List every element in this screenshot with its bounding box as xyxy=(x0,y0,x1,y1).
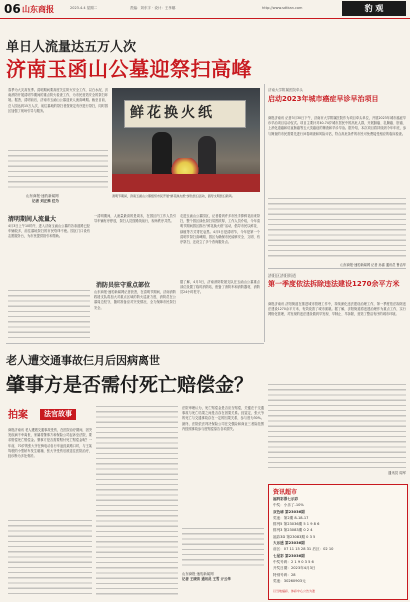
story1-body-col3: 走进玉函山公墓园区，记者看到许多市民手捧鲜花前来祭扫，整个园区绿色祭扫氛围浓厚，工作人员介绍，今年清明节期间园区推出“鲜花换火纸”活动，倡导市民以鲜花、绿植等方式寄托哀思。4月5日是清明节，今年是第一个清明节祭扫高峰期，园区为确保市民能够安全、文明、有序祭扫，还设立了多个咨询服务点。 xyxy=(180,214,260,245)
story2-byline: 山东商报·速豹新闻网 记者 孙嘉 通讯员 鲁洁华 xyxy=(340,263,406,267)
lottery-item: 中奖号码：2 1 9 0 3 5 6 xyxy=(273,559,314,564)
story1-body-col2: 一清明期间，人流量最高的是周末，在园区内工作人员引导车辆有序停放，祭扫人员按路线前行，现场秩序井然。 xyxy=(94,214,176,224)
lottery-item: 奖池：第2期 8-18-17 xyxy=(273,515,309,520)
lottery-item: 开奖日期：2023年4月3日 xyxy=(273,566,316,571)
story1-body-col1: 4月3日上午10时许，进入济南玉函山公墓的各条道路已经车辆较多，前往墓地祭扫的市民络绎不绝。园区门口设有志愿服务台，为市民提供指引和帮助。 xyxy=(8,224,90,239)
story4-byline-line1: 山东商报·速豹新闻网 xyxy=(182,572,214,576)
story1-kicker: 单日人流量达五万人次 xyxy=(6,40,137,55)
lottery-title: 资讯超市 xyxy=(273,489,298,496)
byline-line2: 记者 刘正维 任为 xyxy=(32,199,59,203)
site-url[interactable]: http://www.sdtkan.com xyxy=(262,6,303,10)
story1-lead-lines xyxy=(8,150,108,190)
story1-lead: 春季为大灾高发季。清明期间要高度关注防火安全工作，以白水泥，济南消防开展清明节期间的重点防火检查工作，为市民营造安全的祭扫环境。据悉，清明前后，济南市玉函山公墓迎来人流高峰期。截至目前，总入园达到15万人次，前往墓地的祭扫者按规定有序进行祭扫，同时园区加强了现场引导与服务。 xyxy=(8,88,108,113)
story4-body-col1-lines xyxy=(8,520,92,596)
lottery-item: 双色球 第23036期 xyxy=(273,509,305,514)
column-divider xyxy=(264,84,265,342)
story4-byline-line2: 记者 王晓苗 通讯员 王雪 亓云华 xyxy=(182,577,231,581)
story4-top-rule xyxy=(6,343,264,344)
lottery-item: 前区：07 11 15 28 31 后区：02 10 xyxy=(273,547,334,552)
lottery-item: 福利彩票七乐彩 xyxy=(273,497,299,501)
story4-byline xyxy=(182,572,231,582)
byline-line1: 山东商报·速豹新闻网 xyxy=(26,194,59,198)
lottery-box xyxy=(268,484,408,600)
story3-byline: 通讯员 周军 xyxy=(387,471,406,475)
story1-byline xyxy=(26,194,59,204)
paper-name: 山东商报 xyxy=(22,5,54,14)
story2-meta: 济南大学附属医院牵头 xyxy=(268,88,303,92)
lottery-list xyxy=(273,496,403,584)
lottery-item: 排列3 第23083期 0 2 4 xyxy=(273,528,313,533)
lottery-item: 中奖：小乐了-10% xyxy=(273,503,304,508)
story3-body-lines xyxy=(268,384,406,468)
story1-body-col3b: 据了解，4月3日，济南消防救援支队在玉函山公墓重点部位设置了临时消防站，配备了消防车和消防器材，消防员24小时驻守。 xyxy=(180,280,260,295)
column-logo xyxy=(8,406,92,424)
lottery-item: 七星彩 第23036期 xyxy=(273,553,305,558)
story2-body-lines xyxy=(268,198,406,258)
story2-body: 商报济南讯 记者3月30日下午，济南市大学附属医院作为项目牵头单位，开展2023年城市癌症早诊早治项目启动仪式。项目主要针对40-74岁城市居民中的高危人群，开展肺癌、乳腺癌、肝癌、上消化道癌和结直肠癌等五大类癌症的筛查和早诊早治。据介绍，本次项目将持续到今年年底，参与筛查的市民需要先进行问卷调查和风险评估，符合高危条件的市民可免费接受相应的临床检查。 xyxy=(268,116,406,136)
story1-photo-caption: 清明节期间，济南玉函山公墓组织市民开展"鲜花换火纸"绿色祭扫活动，倡导文明祭扫新风。 xyxy=(112,194,235,198)
story3-headline: 第一季度依法拆除违法建设1270余平方米 xyxy=(268,280,400,288)
photo-banner-text: 鲜花换火纸 xyxy=(130,105,215,121)
story1-subhead-1: 清明期间人流量大 xyxy=(8,216,57,223)
section-badge: 豹 观 xyxy=(342,1,406,16)
lottery-item: 奖池：30260903元 xyxy=(273,578,306,583)
lottery-item: 大乐透 第23036期 xyxy=(273,541,305,546)
story2-headline: 启动2023年城市癌症早诊早治项目 xyxy=(268,95,379,103)
masthead xyxy=(0,0,410,19)
column-logo-name: 法官故事 xyxy=(40,409,76,420)
date-line: 2023.4.4 星期二 xyxy=(70,6,98,10)
page-number: 06 xyxy=(4,2,21,16)
story1-subhead-2: 消防员驻守重点部位 xyxy=(96,282,151,289)
story3-kicker: 济阳区济阳街道 xyxy=(268,273,296,278)
story4-kicker: 老人遭交通事故仨月后因病离世 xyxy=(6,354,160,367)
story1-body-col1-lines xyxy=(8,290,90,338)
lottery-item: 特别号码：28 xyxy=(273,572,296,577)
story4-body-col2-lines xyxy=(96,406,178,596)
story4-body-col1: 商报济南讯 老人遭遇交通事故受伤，在医院治疗期间，因突发疾病不幸离世，家属将肇事方和保险公司起诉至法院，要求赔偿死亡赔偿金。肇事方是否需要赔付死亡赔偿金呢？一年前，70岁的张大爷在骑电动自行车途经某路口时，与王某驾驶的小型轿车发生碰撞，张大爷受伤后被送往医院治疗，经诊断为多处骨折。 xyxy=(8,428,92,459)
story1-photo xyxy=(112,88,260,192)
story1-headline: 济南玉函山公墓迎祭扫高峰 xyxy=(6,57,252,81)
lottery-footer: 以当地福彩、体彩中心公告为准 xyxy=(273,589,316,593)
story4-headline: 肇事方是否需付死亡赔偿金？ xyxy=(6,374,254,396)
column-logo-prefix: 拍案 xyxy=(8,410,28,421)
lottery-item: 排列5 第23036期 5 1 9 8 6 xyxy=(273,522,320,527)
story3-body: 商报济南讯 济阳街道在推进城市管理工作中，持续深化违法建设治理工作，第一季度依法拆除违法建设1270余平方米，有效改善了城市面貌。据了解，济阳街道将违建治理作为重点工作，实行网格化管理，对发现的违法建设做到早发现、早制止、早拆除，营造了整洁有序的城市环境。 xyxy=(268,302,406,317)
story1-body-col2b: 山东商报·速豹新闻网记者获悉，在清明节期间，济南消防救援支队将加大对重点区域的防火巡查力度，消防员在公墓周边驻守，随时准备应对突发情况，全力保障市民祭扫安全。 xyxy=(94,290,176,310)
photo-table xyxy=(112,174,260,192)
right-hr xyxy=(268,268,406,269)
lottery-item: 福彩3D 第23083期 0 3 5 xyxy=(273,534,316,539)
story4-body-col3-lines xyxy=(182,528,264,568)
editor-line: 责编：刘东宇 · 设计：王孝娜 xyxy=(130,6,176,10)
story4-body-col3: 法院审理认为，死亡赔偿金是否应当赔偿，关键在于交通事故与死亡结果之间是否存在因果关系。经鉴定，张大爷的死亡与交通事故存在一定的因果关系，参与度为30%。最终，法院依法判决保险公司在交强险和商业三者险范围内按照事故参与度赔偿原告各项损失。 xyxy=(182,406,264,431)
